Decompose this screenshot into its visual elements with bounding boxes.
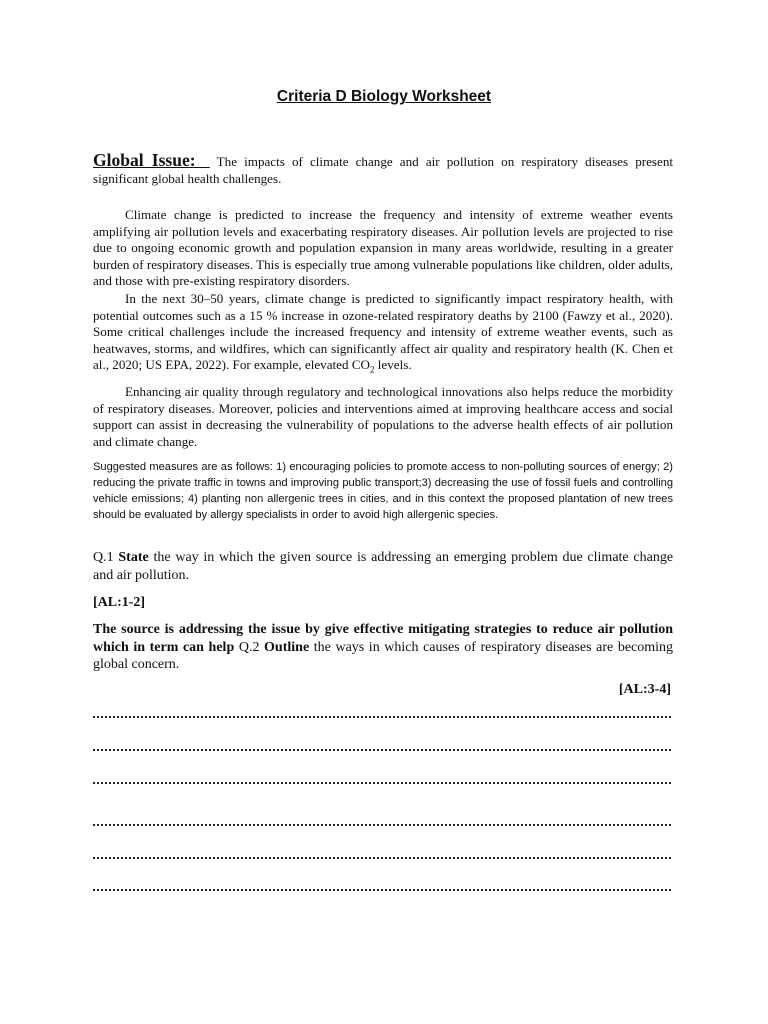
answer-line-1[interactable] (93, 712, 671, 718)
global-issue-text: The impacts of climate change and air pollution on respiratory diseases present significant global health challenges. (93, 154, 674, 186)
q1-al-badge (93, 595, 673, 611)
page-title: Criteria D Biology Worksheet (276, 88, 492, 105)
paragraph-2: In the next 30–50 years, climate change is predicted to significantly impact respiratory health, with potential outcomes such as a 15 % increase in ozone-related respiratory deaths by 2100 (Fawzy et al., 2020). Some critical challenges include the increased frequency and intensity of extreme weather events, such as heatwaves, storms, and wildfires, which can significantly affect air quality and respiratory health (K. Chen et al., 2020; US EPA, 2022). For example, elevated CO (93, 291, 673, 373)
q1-al: [AL:1-2] (93, 595, 146, 610)
climate-change-paragraph (93, 207, 673, 290)
respiratory-health-paragraph (93, 291, 673, 379)
answer-line-2[interactable] (93, 745, 671, 751)
measures-text: Suggested measures are as follows: 1) encouraging policies to promote access to non-polluting sources of energy; 2) reducing the private traffic in towns and improving public transport;3) decreasing the use of fossil fuels and controlling vehicle emissions; 4) planting non allergenic trees in cities, and in this context the proposed plantation of new trees should be evaluated by allergy specialists in order to avoid high allergenic species. (93, 461, 673, 522)
q1-verb: State (118, 550, 149, 565)
answer-line-3[interactable] (93, 778, 671, 784)
q2-text: the ways in which causes of respiratory diseases are becoming global concern. (93, 639, 674, 673)
air-quality-paragraph (93, 384, 673, 450)
paragraph-3: Enhancing air quality through regulatory and technological innovations also helps reduce the morbidity of respiratory diseases. Moreover, policies and interventions aimed at improving healthcare access and social support can assist in decreasing the vulnerability of populations to the adverse health effects of air pollution and climate change. (93, 384, 673, 449)
global-issue-paragraph (93, 152, 673, 187)
q2-number: Q.2 (238, 639, 260, 655)
q1-number: Q.1 (93, 550, 114, 565)
co2-tail: levels. (374, 357, 412, 373)
measures-paragraph (93, 459, 673, 523)
co2-subscript: 2 (370, 364, 375, 375)
paragraph-1: Climate change is predicted to increase the frequency and intensity of extreme weather events amplifying air pollution levels and exacerbating respiratory diseases. Air pollution levels are projected to rise due to ongoing economic growth and population expansion in many areas worldwide, resulting in a greater burden of respiratory diseases. This is especially true among vulnerable populations like children, older adults, and those with pre-existing respiratory disorders. (93, 207, 673, 289)
q2-verb: Outline (264, 639, 310, 655)
q2-al: [AL:3-4] (618, 682, 671, 697)
answer-1-text[interactable]: The source is addressing the issue by give effective mitigating strategies to reduce air pollution which in term can help (93, 622, 673, 655)
answer-and-question-2 (93, 621, 673, 674)
q2-al-badge (93, 682, 671, 698)
question-1 (93, 549, 673, 584)
answer-line-4[interactable] (93, 820, 671, 826)
global-issue-label: Global Issue: (93, 150, 196, 170)
answer-line-6[interactable] (93, 885, 671, 891)
q1-text: the way in which the given source is addressing an emerging problem due climate change and air pollution. (93, 550, 674, 583)
answer-line-5[interactable] (93, 853, 671, 859)
